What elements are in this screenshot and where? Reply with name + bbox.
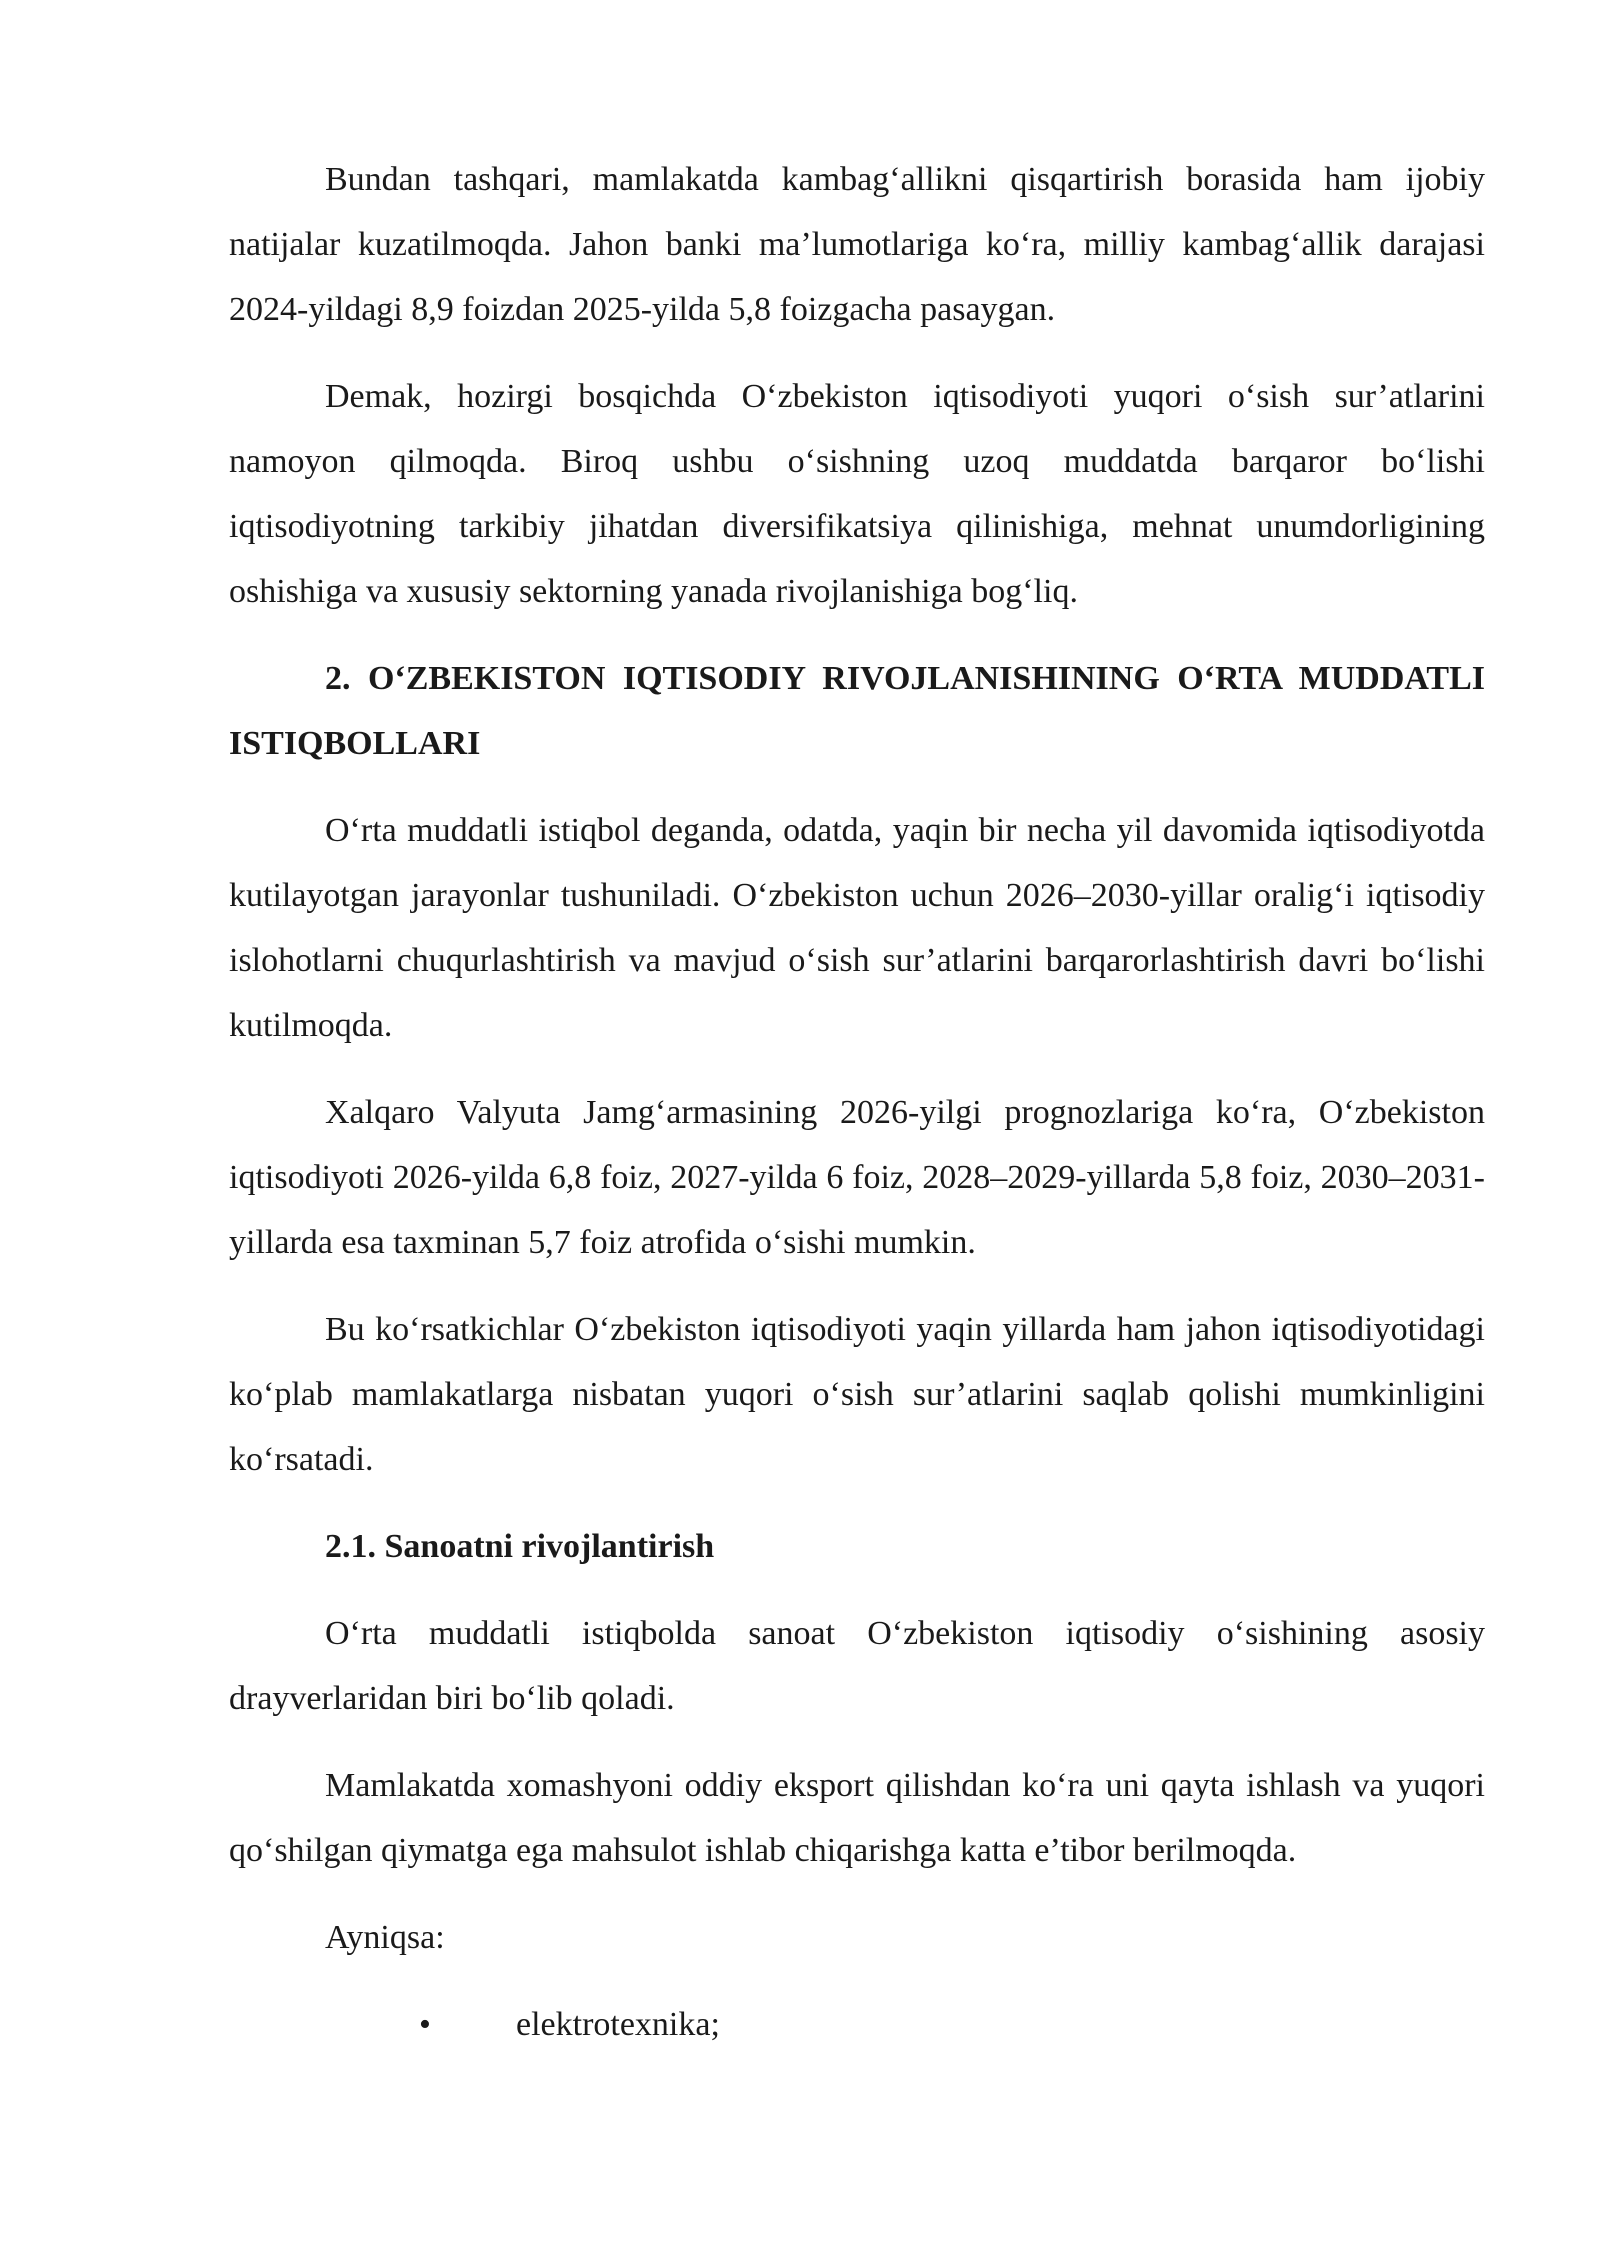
list-item	[229, 1992, 1485, 2057]
paragraph-imf-forecast: Xalqaro Valyuta Jamg‘armasining 2026-yilgi prognozlariga ko‘ra, O‘zbekiston iqtisodiyoti 2026-yilda 6,8 foiz, 2027-yilda 6 foiz, 2028–2029-yillarda 5,8 foiz, 2030–2031-yillarda esa taxminan 5,7 foiz atrofida o‘sishi mumkin.	[229, 1094, 1485, 1261]
paragraph-medium-term-definition: O‘rta muddatli istiqbol deganda, odatda, yaqin bir necha yil davomida iqtisodiyotda kutilayotgan jarayonlar tushuniladi. O‘zbekiston uchun 2026–2030-yillar oralig‘i iqtisodiy islohotlarni chuqurlashtirish va mavjud o‘sish sur’atlarini barqarorlashtirish davri bo‘lishi kutilmoqda.	[229, 812, 1485, 1044]
bullet-icon: •	[419, 2006, 431, 2043]
subsection-heading: 2.1. Sanoatni rivojlantirish	[325, 1528, 715, 1565]
document-page	[229, 147, 1485, 2057]
bullet-list	[229, 1992, 1485, 2057]
list-intro: Ayniqsa:	[325, 1919, 445, 1956]
paragraph-poverty: Bundan tashqari, mamlakatda kambag‘allikni qisqartirish borasida ham ijobiy natijalar kuzatilmoqda. Jahon banki ma’lumotlariga ko‘ra, milliy kambag‘allik darajasi 2024-yildagi 8,9 foizdan 2025-yilda 5,8 foizgacha pasaygan.	[229, 161, 1485, 328]
section-heading: 2. O‘ZBEKISTON IQTISODIY RIVOJLANISHINING O‘RTA MUDDATLI ISTIQBOLLARI	[229, 660, 1485, 762]
paragraph-growth-conclusion: Demak, hozirgi bosqichda O‘zbekiston iqtisodiyoti yuqori o‘sish sur’atlarini namoyon qilmoqda. Biroq ushbu o‘sishning uzoq muddatda barqaror bo‘lishi iqtisodiyotning tarkibiy jihatdan diversifikatsiya qilinishiga, mehnat unumdorligining oshishiga va xususiy sektorning yanada rivojlanishiga bog‘liq.	[229, 378, 1485, 610]
list-item-text: elektrotexnika;	[516, 2006, 720, 2043]
paragraph-industry-driver: O‘rta muddatli istiqbolda sanoat O‘zbekiston iqtisodiy o‘sishining asosiy drayverlaridan biri bo‘lib qoladi.	[229, 1615, 1485, 1717]
paragraph-processing: Mamlakatda xomashyoni oddiy eksport qilishdan ko‘ra uni qayta ishlash va yuqori qo‘shilgan qiymatga ega mahsulot ishlab chiqarishga katta e’tibor berilmoqda.	[229, 1767, 1485, 1869]
paragraph-indicators: Bu ko‘rsatkichlar O‘zbekiston iqtisodiyoti yaqin yillarda ham jahon iqtisodiyotidagi ko‘plab mamlakatlarga nisbatan yuqori o‘sish sur’atlarini saqlab qolishi mumkinligini ko‘rsatadi.	[229, 1311, 1485, 1478]
